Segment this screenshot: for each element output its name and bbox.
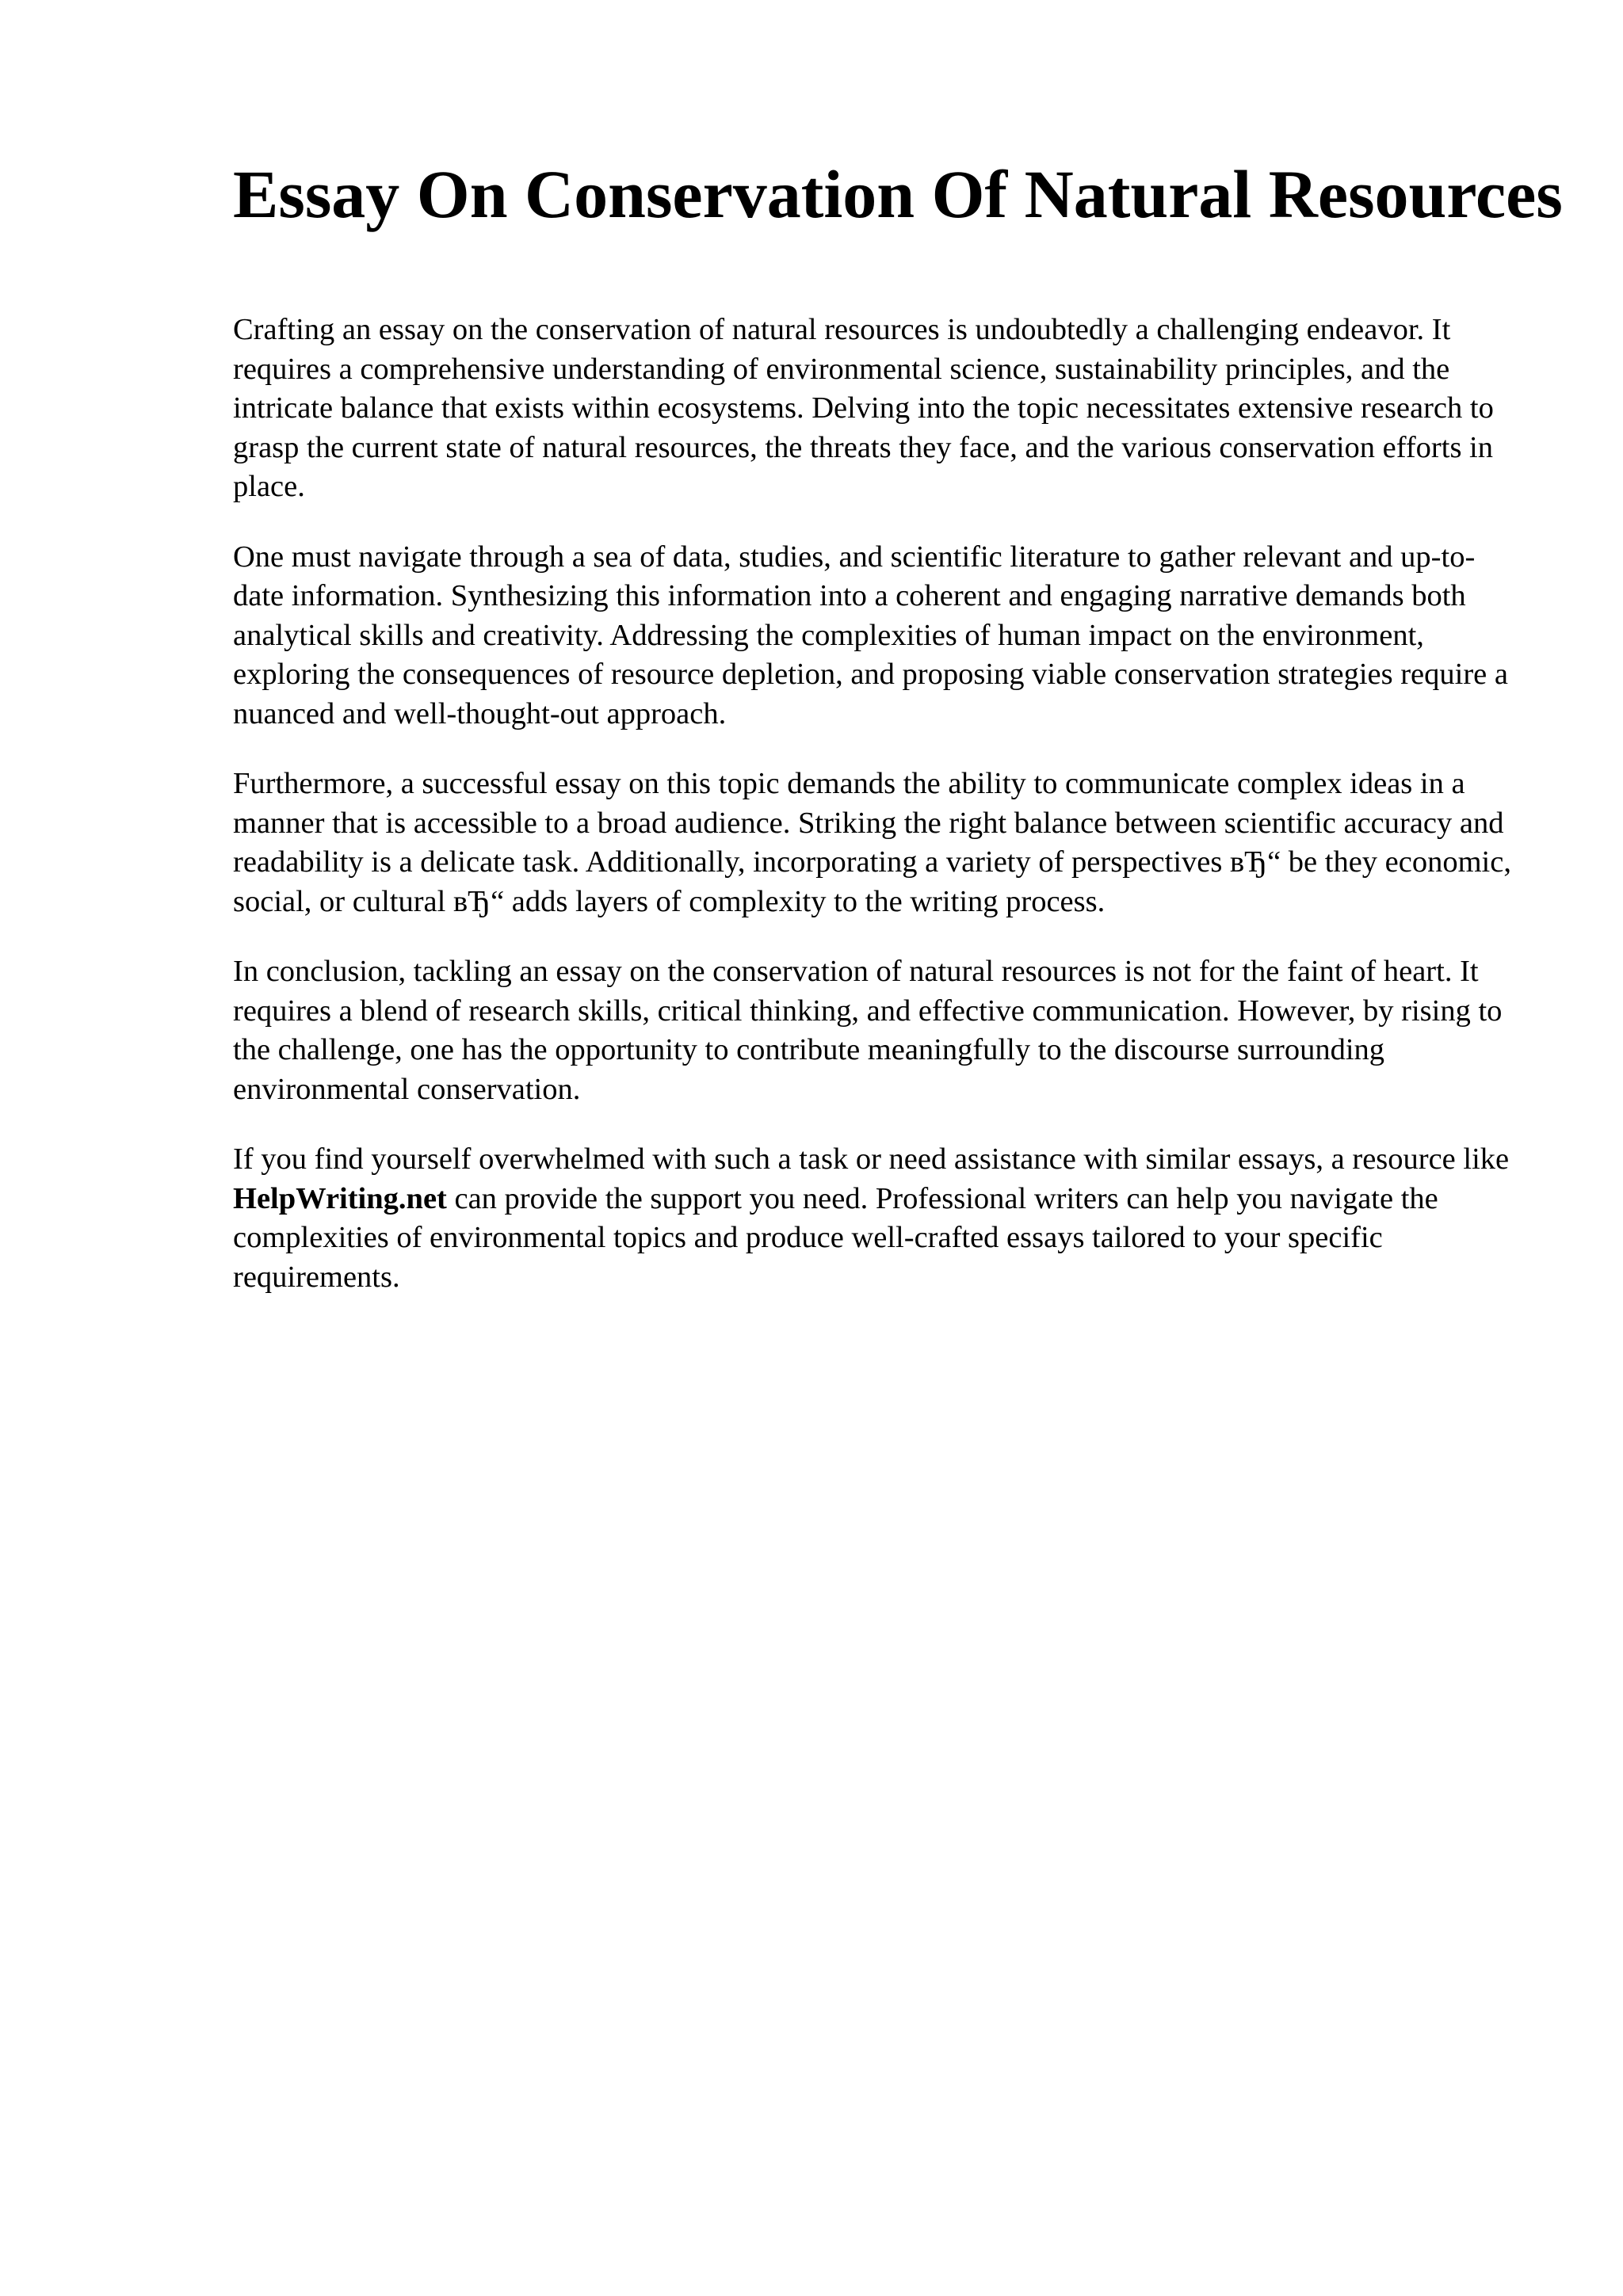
- paragraph-5: [233, 1140, 1517, 1297]
- helpwriting-brand-link[interactable]: HelpWriting.net: [233, 1181, 447, 1215]
- paragraph-4: In conclusion, tackling an essay on the conservation of natural resources is not for the faint of heart. It requires a blend of research skills, critical thinking, and effective communication. However, by rising to the challenge, one has the opportunity to contribute meaningfully to the discourse surrounding environmental conservation.: [233, 955, 1503, 1106]
- paragraph-1: Crafting an essay on the conservation of natural resources is undoubtedly a challenging endeavor. It requires a comprehensive understanding of environmental science, sustainability principles, and the intricate balance that exists within ecosystems. Delving into the topic necessitates extensive research to grasp the current state of natural resources, the threats they face, and the various conservation efforts in place.: [233, 313, 1494, 503]
- document-content: [233, 151, 1563, 1328]
- paragraph-2: One must navigate through a sea of data, studies, and scientific literature to gather relevant and up-to-date information. Synthesizing this information into a coherent and engaging narrative demands both analytical skills and creativity. Addressing the complexities of human impact on the environment, exploring the consequences of resource depletion, and proposing viable conservation strategies require a nuanced and well-thought-out approach.: [233, 540, 1508, 730]
- document-body: [233, 311, 1517, 1297]
- closing-text-start: If you find yourself overwhelmed with such a task or need assistance with similar essays, a resource like: [233, 1142, 1510, 1176]
- paragraph-3: Furthermore, a successful essay on this topic demands the ability to communicate complex ideas in a manner that is accessible to a broad audience. Striking the right balance between scientific accuracy and readability is a delicate task. Additionally, incorporating a variety of perspectives вЂ“ be they economic, social, or cultural вЂ“ adds layers of complexity to the writing process.: [233, 767, 1511, 918]
- document-title: Essay On Conservation Of Natural Resources: [233, 156, 1563, 232]
- closing-text-end: can provide the support you need. Professional writers can help you navigate the complexities of environmental topics and produce well-crafted essays tailored to your specific requirements.: [233, 1181, 1438, 1294]
